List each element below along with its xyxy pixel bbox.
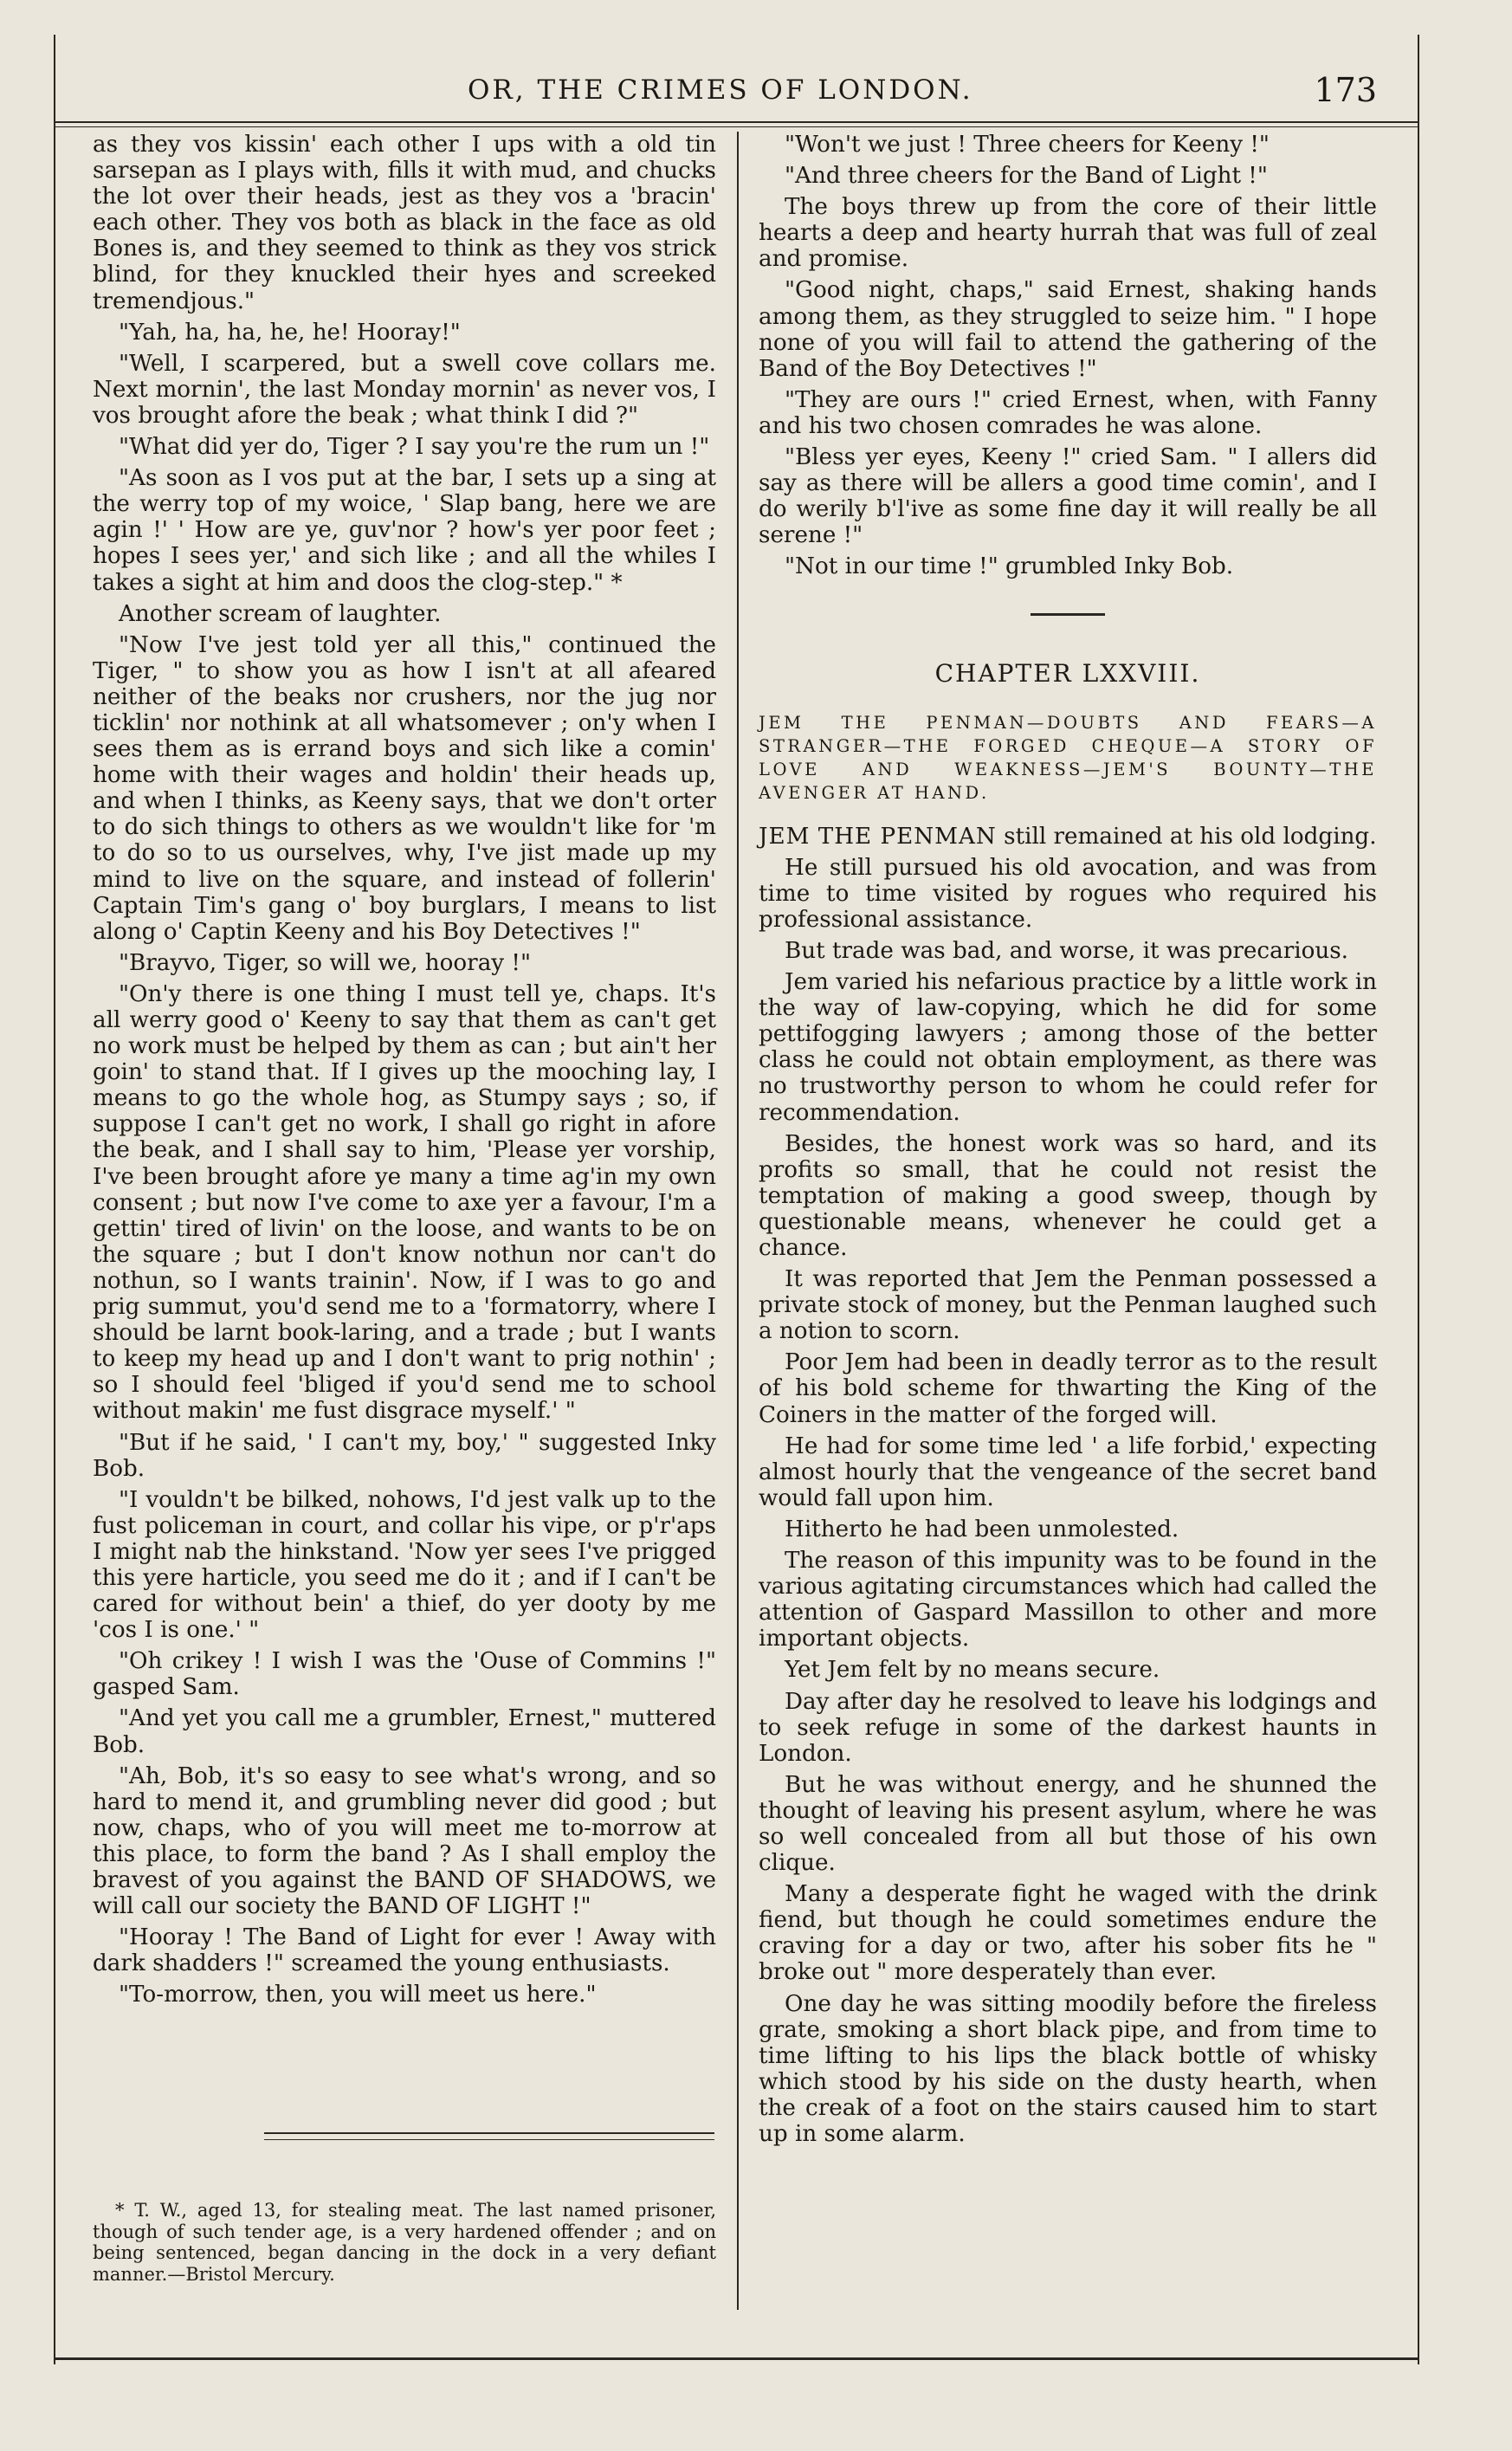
right-column-lower — [759, 855, 1377, 2147]
paragraph: "They are ours !" cried Ernest, when, with Fanny and his two chosen comrades he was alone. — [759, 386, 1377, 439]
paragraph: Yet Jem felt by no means secure. — [785, 1657, 1160, 1684]
paragraph: Day after day he resolved to leave his lodgings and to seek refuge in some of the darkest haunts in London. — [759, 1688, 1377, 1767]
running-title: OR, THE CRIMES OF LONDON. — [468, 74, 973, 106]
paragraph: Jem varied his nefarious practice by a little work in the way of law-copying, which he did for some pettifogging lawyers ; among those of the better class he could not obtain employment, as there was no trustworthy person to whom he could refer for recommendation. — [759, 969, 1377, 1126]
paragraph: Poor Jem had been in deadly terror as to the result of his bold scheme for thwarting the King of the Coiners in the matter of the forged will. — [759, 1349, 1377, 1428]
chapter-title: CHAPTER LXXVIII. — [934, 658, 1201, 688]
paragraph: "Not in our time !" grumbled Inky Bob. — [785, 553, 1234, 580]
paragraph: "Brayvo, Tiger, so will we, hooray !" — [119, 949, 531, 976]
left-column — [93, 132, 716, 2013]
header-rule — [54, 121, 1419, 123]
paragraph: as they vos kissin' each other I ups with a old tin sarsepan as I plays with, fills it with mud, and chucks the lot over their heads, jest as they vos a 'bracin' each other. They vos both as black in the face as old Bones is, and they seemed to think as they vos strick blind, for they knuckled their hyes and screeked tremendjous." — [93, 132, 716, 314]
footnote-text: * T. W., aged 13, for stealing meat. The last named prisoner, though of such tender age, is a very hardened offender ; and on being sentenced, began dancing in the dock in a very defiant manner.—Bristol Mercury. — [93, 2200, 716, 2285]
paragraph: "And three cheers for the Band of Light !" — [785, 163, 1268, 190]
paragraph: "Yah, ha, ha, he, he! Hooray!" — [119, 319, 461, 346]
paragraph: But trade was bad, and worse, it was precarious. — [785, 937, 1348, 964]
bottom-rule — [54, 2357, 1419, 2360]
paragraph: "I vouldn't be bilked, nohows, I'd jest valk up to the fust policeman in court, and collar his vipe, or p'r'aps I might nab the hinkstand. 'Now yer sees I've prigged this yere harticle, you seed me do it ; and if I can't be cared for without bein' a thief, do yer dooty by me 'cos I is one.' " — [93, 1486, 716, 1644]
paragraph: "Ah, Bob, it's so easy to see what's wrong, and so hard to mend it, and grumbling never did good ; but now, chaps, who of you will meet me to-morrow at this place, to form the band ? As I shall employ the bravest of you against the BAND OF SHADOWS, we will call our society the BAND OF LIGHT !" — [93, 1762, 716, 1920]
paragraph: "Won't we just ! Three cheers for Keeny !" — [785, 132, 1270, 158]
page-number: 173 — [1314, 71, 1377, 109]
paragraph: "As soon as I vos put at the bar, I sets up a sing at the werry top of my woice, ' Slap bang, here we are agin !' ' How are ye, guv'nor ? how's yer poor feet ; hopes I sees yer,' and sich like ; and all the whiles I takes a sight at him and doos the clog-step." * — [93, 465, 716, 596]
paragraph: He still pursued his old avocation, and was from time to time visited by rogues who required his professional assistance. — [759, 854, 1377, 933]
opening-rest: still remained at his old lodging. — [1004, 823, 1377, 850]
paragraph: Hitherto he had been unmolested. — [785, 1516, 1179, 1542]
column-divider — [737, 132, 739, 2310]
footnote — [93, 2200, 716, 2285]
paragraph: "Now I've jest told yer all this," continued the Tiger, " to show you as how I isn't at all afeared neither of the beaks nor crushers, nor the jug nor ticklin' nor nothink at all whatsomever ; on'y when I sees them as is errand boys and sich like a comin' home with their wages and holdin' their heads up, and when I thinks, as Keeny says, that we don't orter to do sich things to others as we wouldn't like for 'm to do so to us ourselves, why, I've jist made up my mind to live on the square, and instead of follerin' Captain Tim's gang o' boy burglars, I means to list along o' Captin Keeny and his Boy Detectives !" — [93, 631, 716, 945]
paragraph: "What did yer do, Tiger ? I say you're the rum un !" — [119, 434, 710, 461]
right-border-line — [1418, 35, 1419, 2364]
chapter-opening-paragraph — [759, 824, 1377, 850]
paragraph: "Good night, chaps," said Ernest, shaking hands among them, as they struggled to seize him. " I hope none of you will fail to attend the gathering of the Band of the Boy Detectives !" — [759, 277, 1377, 382]
paragraph: "Well, I scarpered, but a swell cove collars me. Next mornin', the last Monday mornin' as never vos, I vos brought afore the beak ; what think I did ?" — [93, 350, 716, 429]
paragraph: But he was without energy, and he shunned the thought of leaving his present asylum, where he was so well concealed from all but those of his own clique. — [759, 1771, 1377, 1877]
paragraph: "To-morrow, then, you will meet us here." — [119, 1982, 597, 2008]
footnote-rule-thin — [264, 2139, 714, 2140]
left-border-line — [54, 35, 55, 2364]
paragraph: "On'y there is one thing I must tell ye, chaps. It's all werry good o' Keeny to say that them as can't get no work must be helped by them as can ; but ain't her goin' to stand that. If I gives up the mooching lay, I means to go the whole hog, as Stumpy says ; so, if suppose I can't get no work, I shall go right in afore the beak, and I shall say to him, 'Please yer vorship, I've been brought afore ye many a time ag'in my own consent ; but now I've come to axe yer a favour, I'm a gettin' tired of livin' on the loose, and wants to be on the square ; but I don't know nothun nor can't do nothun, so I wants trainin'. Now, if I was to go and prig summut, you'd send me to a 'formatorry, where I should be larnt book-laring, and a trade ; but I wants to keep my head up and I don't want to prig nothin' ; so I should feel 'bliged if you'd send me to school without makin' me fust disgrace myself.' " — [93, 980, 716, 1425]
footnote-rule — [264, 2132, 714, 2134]
paragraph: "Oh crikey ! I wish I was the 'Ouse of Commins !" gasped Sam. — [93, 1648, 716, 1701]
paragraph: Besides, the honest work was so hard, and its profits so small, that he could not resist the temptation of making a good sweep, though by questionable means, whenever he could get a chance. — [759, 1130, 1377, 1261]
section-break-rule — [1031, 613, 1105, 616]
paragraph: One day he was sitting moodily before the fireless grate, smoking a short black pipe, and from time to time lifting to his lips the black bottle of whisky which stood by his side on the dusty hearth, when the creak of a foot on the stairs caused him to start up in some alarm. — [759, 1990, 1377, 2147]
paragraph: "And yet you call me a grumbler, Ernest," muttered Bob. — [93, 1705, 716, 1758]
paragraph: The reason of this impunity was to be found in the various agitating circumstances which had called the attention of Gaspard Massillon to other and more important objects. — [759, 1548, 1377, 1652]
paragraph: He had for some time led ' a life forbid,' expecting almost hourly that the vengeance of the secret band would fall upon him. — [759, 1432, 1377, 1511]
paragraph: "Bless yer eyes, Keeny !" cried Sam. " I allers did say as there will be allers a good time comin', and I do werily b'l'ive as some fine day it will really be all serene !" — [759, 444, 1377, 549]
opening-name: JEM THE PENMAN — [759, 823, 997, 850]
right-column-upper — [759, 132, 1377, 580]
chapter-summary: JEM THE PENMAN—DOUBTS AND FEARS—A STRANGER—THE FORGED CHEQUE—A STORY OF LOVE AND WEAKNESS—JEM'S BOUNTY—THE AVENGER AT HAND. — [759, 712, 1377, 803]
paragraph: It was reported that Jem the Penman possessed a private stock of money, but the Penman laughed such a notion to scorn. — [759, 1266, 1377, 1345]
paragraph: "But if he said, ' I can't my, boy,' " suggested Inky Bob. — [93, 1429, 716, 1482]
paragraph: The boys threw up from the core of their little hearts a deep and hearty hurrah that was full of zeal and promise. — [759, 194, 1377, 273]
paragraph: "Hooray ! The Band of Light for ever ! Away with dark shadders !" screamed the young enthusiasts. — [93, 1924, 716, 1977]
right-column — [759, 132, 1377, 2152]
paragraph: Another scream of laughter. — [119, 600, 442, 627]
page-header — [468, 68, 1377, 113]
paragraph: Many a desperate fight he waged with the drink fiend, but though he could sometimes endure the craving for a day or two, after his sober fits he " broke out " more desperately than ever. — [759, 1881, 1377, 1986]
header-rule-thin — [54, 126, 1419, 127]
